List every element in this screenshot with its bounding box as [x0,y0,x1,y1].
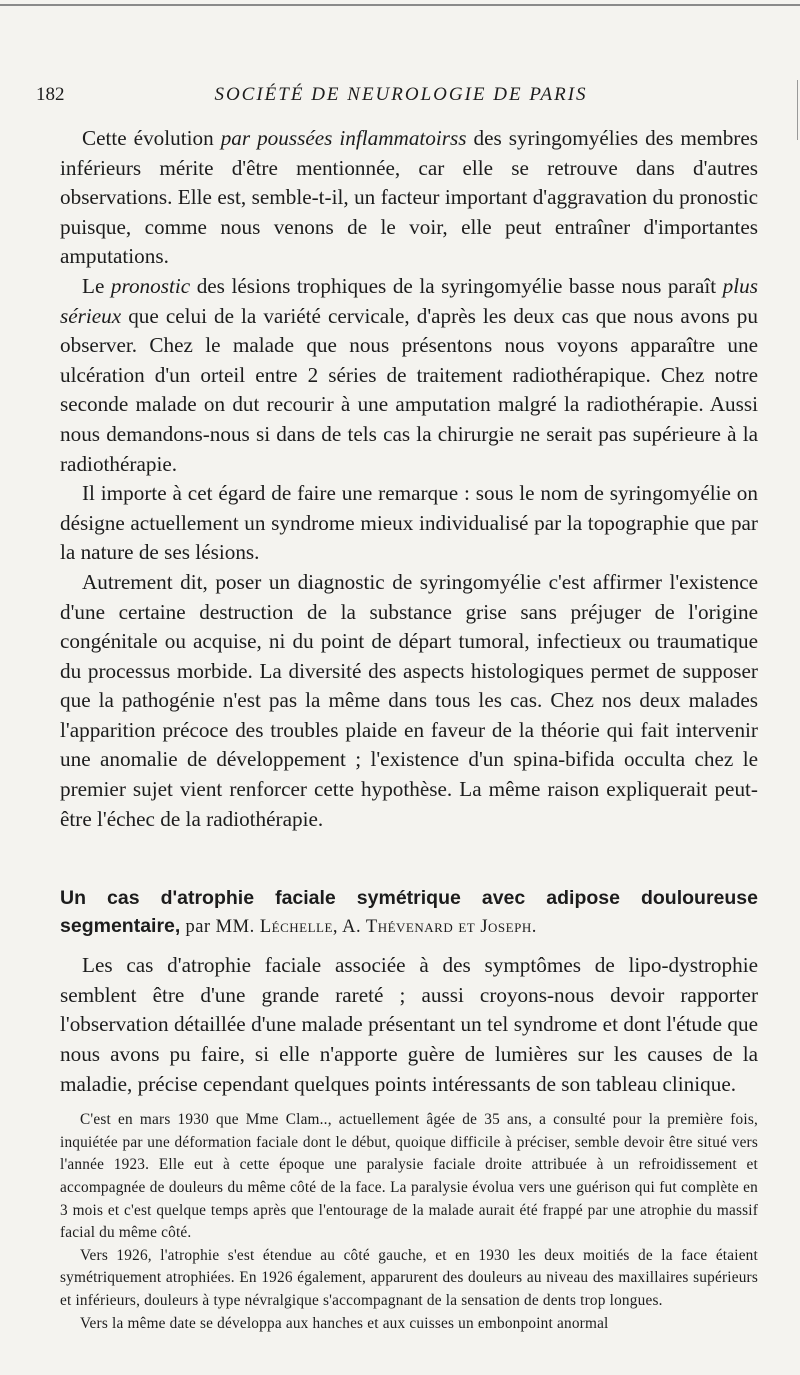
text-run: Il importe à cet égard de faire une remarque : sous le nom de syringomyélie on désigne actuellement un syndrome mieux individualisé par la topographie que par la nature de ses lésions. [60,481,758,565]
body-paragraph [60,568,758,834]
case-paragraph: Vers la même date se développa aux hanches et aux cuisses un embonpoint anormal [80,1314,609,1332]
case-report [60,1109,758,1335]
page-number: 182 [36,84,65,105]
body-paragraph [60,124,758,272]
article-lead-paragraph: Les cas d'atrophie faciale associée à des symptômes de lipo-dystrophie semblent être d'une grande rareté ; aussi croyons-nous devoir rapporter l'observation détaillée d'une malade présentant un tel syndrome et dont l'étude que nous avons pu faire, si elle n'apporte guère de lumières sur les causes de la maladie, précise cependant quelques points intéressants de son tableau clinique. [60,953,758,1096]
italic-run: plus sérieux [60,273,758,328]
text-run: que celui de la variété cervicale, d'après les deux cas que nous avons pu observer. Chez le malade que nous présentons nous voyons apparaître une ulcération d'un orteil entre 2 séries de traitement radiothérapique. Chez notre seconde malade on dut recourir à une amputation malgré la radiothérapie. Aussi nous demandons-nous si dans de tels cas la chirurgie ne serait pas supérieure à la radiothérapie. [60,303,758,476]
authors-prefix: par MM. [180,917,260,938]
running-title: SOCIÉTÉ DE NEUROLOGIE DE PARIS [214,84,588,105]
case-paragraph: C'est en mars 1930 que Mme Clam.., actuellement âgée de 35 ans, a consulté pour la première fois, inquiétée par une déformation faciale dont le début, quoique difficile à préciser, semble devoir être situé vers l'année 1923. Elle eut à cette époque une paralysie faciale droite attribuée à un refroidissement et accompagnée de douleurs du même côté de la face. La paralysie évolua vers une guérison qui fut complète en 3 mois et c'est quelque temps après que l'entourage de la malade aurait été frappé par une atrophie du massif facial du même côté. [60,1111,758,1242]
case-paragraph: Vers 1926, l'atrophie s'est étendue au côté gauche, et en 1930 les deux moitiés de la face étaient symétriquement atrophiées. En 1926 également, apparurent des douleurs au niveau des maxillaires supérieurs et inférieurs, douleurs à type névralgique s'accompagnant de la sensation de dents trop longues. [60,1246,758,1309]
article-heading [60,884,758,941]
article-authors [180,917,537,937]
authors-names: Léchelle, A. Thévenard et Joseph. [259,917,537,938]
text-run: Cette évolution [82,126,221,150]
body-paragraph [60,272,758,479]
body-paragraph [60,479,758,568]
article-title: Un cas d'atrophie faciale symétrique avec adipose douloureuse segmentaire, [60,887,758,938]
page-header [36,84,766,112]
text-run: des lésions trophiques de la syringomyélie basse nous paraît [190,273,723,298]
article-section [60,884,758,1335]
italic-run: pronostic [110,273,191,298]
text-run: Le [82,273,111,298]
text-run: Autrement dit, poser un diagnostic de syringomyélie c'est affirmer l'existence d'une certaine destruction de la substance grise sans préjuger de l'origine congénitale ou acquise, ni du point de départ tumoral, infectieux ou traumatique du processus morbide. La diversité des aspects histologiques permet de supposer que la pathogénie n'est pas la même dans tous les cas. Chez nos deux malades l'apparition précoce des troubles plaide en faveur de la théorie qui fait intervenir une anomalie de développement ; l'existence d'un spina-bifida occulta chez le premier sujet vient renforcer cette hypothèse. La même raison expliquerait peut-être l'échec de la radiothérapie. [60,569,758,831]
paragraph-list [60,124,758,834]
text-run: des syringomyélies des membres inférieurs mérite d'être mentionnée, car elle se retrouve dans d'autres observations. Elle est, semble-t-il, un facteur important d'aggravation du pronostic puisque, comme nous venons de le voir, elle peut entraîner d'importantes amputations. [60,126,759,269]
top-rule [0,4,800,6]
page-body [60,124,758,1335]
italic-run: par poussées inflammatoirss [220,126,467,150]
page-edge-mark [797,80,798,140]
